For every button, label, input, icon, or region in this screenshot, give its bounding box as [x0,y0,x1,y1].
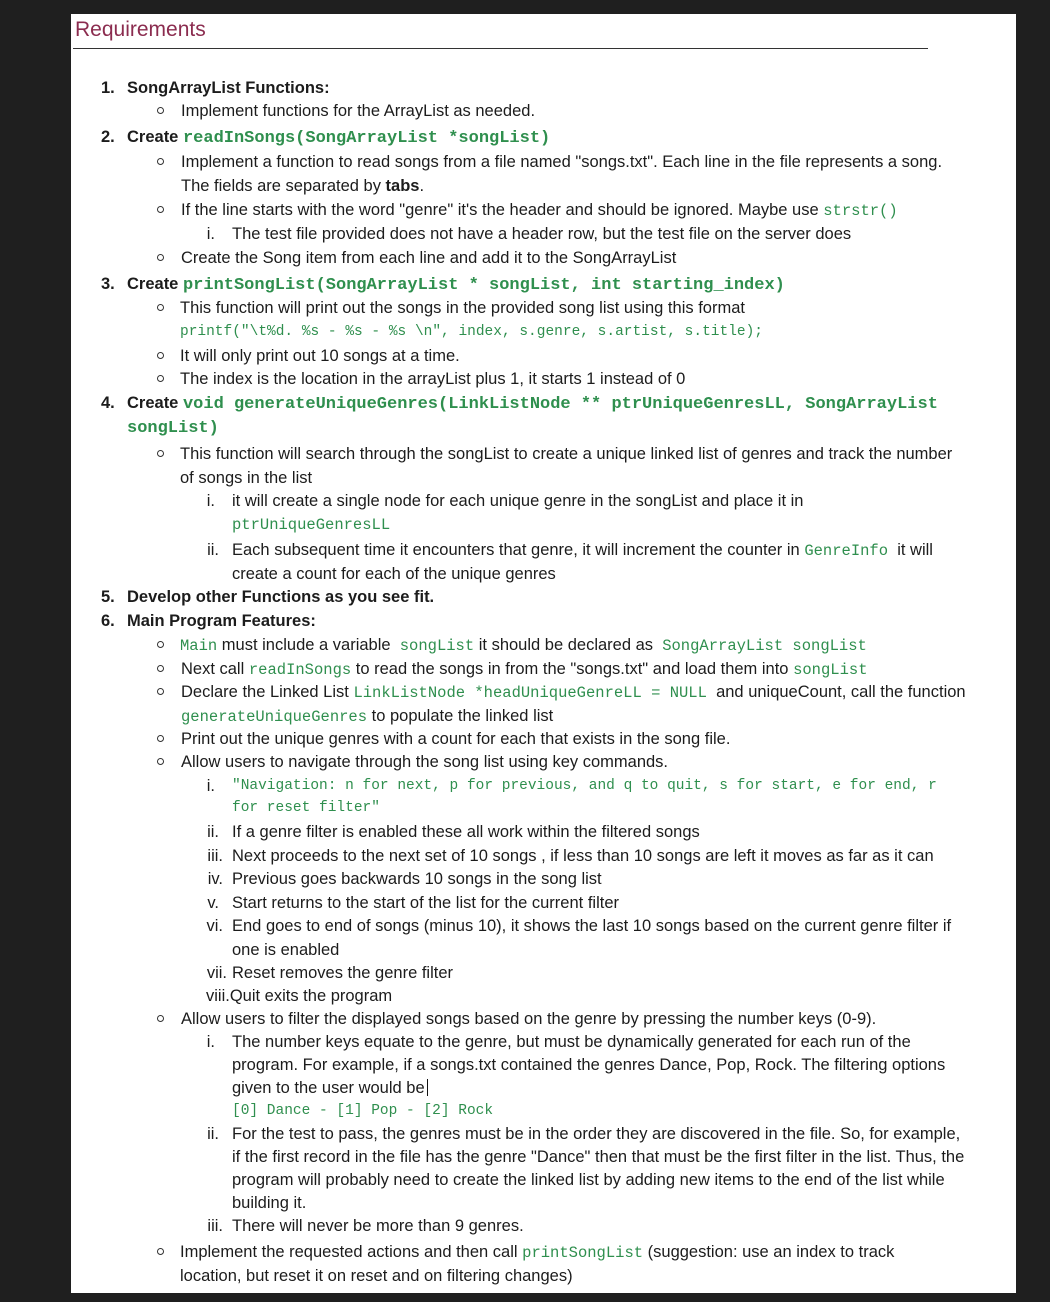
sub-item: Next proceeds to the next set of 10 songs , if less than 10 songs are left it moves as far as it can [232,847,934,865]
bullet-icon [157,107,164,114]
sub-item-continued: program. For example, if a songs.txt contained the genres Dance, Pop, Rock. The filtering options [232,1056,946,1074]
sub-item-continued: program will probably need to create the linked list by adding new items to the end of the list while [232,1171,945,1189]
bullet-icon [157,352,164,359]
list-item: Declare the Linked List LinkListNode *headUniqueGenreLL = NULL and uniqueCount, call the function [181,683,966,702]
roman-numeral: iii. [207,847,223,865]
bullet-icon [157,641,164,648]
sub-item: If a genre filter is enabled these all work within the filtered songs [232,823,700,841]
sub-item: Previous goes backwards 10 songs in the song list [232,870,602,888]
roman-numeral: vi. [206,917,223,935]
sub-item-continued: one is enabled [232,941,340,959]
title-divider [73,48,928,49]
list-item: If the line starts with the word "genre" it's the header and should be ignored. Maybe use strstr() [181,201,898,220]
item-number: 6. [101,612,115,630]
list-item-continued: generateUniqueGenres to populate the linked list [181,707,554,726]
bullet-icon [157,304,164,311]
list-item: This function will search through the songList to create a unique linked list of genres and track the number [180,445,953,463]
sub-item: viii.Quit exits the program [206,987,393,1005]
bullet-icon [157,375,164,382]
code-signature: void generateUniqueGenres(LinkListNode ** ptrUniqueGenresLL, SongArrayList [182,395,938,414]
code-signature: readInSongs(SongArrayList *songList) [182,129,551,148]
list-item: Implement a function to read songs from a file named "songs.txt". Each line in the file represents a song. [181,153,943,171]
item-number: 3. [101,275,115,293]
roman-numeral: vii. [206,964,227,982]
roman-numeral: i. [206,777,215,795]
list-item: Allow users to filter the displayed songs based on the genre by pressing the number keys (0-9). [181,1010,877,1028]
sub-item-continued: if the first record in the file has the genre "Dance" then that must be the first filter in the list. Thus, the [232,1148,965,1166]
section-heading: Main Program Features: [127,612,316,630]
bullet-icon [157,254,164,261]
item-number: 5. [101,588,115,606]
bullet-icon [157,1015,164,1022]
item-number: 1. [101,79,115,97]
create-label: Create [127,128,179,146]
bullet-icon [157,665,164,672]
document-page [71,14,1016,1293]
sub-item: For the test to pass, the genres must be in the order they are discovered in the file. So, for example, [232,1125,961,1143]
section-heading: Create void generateUniqueGenres(LinkListNode ** ptrUniqueGenresLL, SongArrayList [127,394,938,414]
list-item: Create the Song item from each line and add it to the SongArrayList [181,249,677,267]
text-cursor [427,1079,428,1096]
list-item: Print out the unique genres with a count for each that exists in the song file. [181,730,731,748]
code-signature: printSongList(SongArrayList * songList, int starting_index) [182,276,785,295]
code-snippet: "Navigation: n for next, p for previous, and q to quit, s for start, e for end, r [232,778,937,794]
sub-item: End goes to end of songs (minus 10), it shows the last 10 songs based on the current genre filter if [232,917,952,935]
roman-numeral: ii. [207,823,219,841]
roman-numeral: i. [206,1033,215,1051]
sub-item: The test file provided does not have a header row, but the test file on the server does [232,225,852,243]
roman-numeral: ii. [207,1125,219,1143]
sub-item-continued: given to the user would be [232,1078,428,1098]
section-heading: Develop other Functions as you see fit. [127,588,435,606]
bullet-icon [157,158,164,165]
code-snippet: ptrUniqueGenresLL [232,516,391,534]
list-item: Main must include a variable songList it should be declared as SongArrayList songList [180,636,867,655]
bullet-icon [157,450,164,457]
list-item: The index is the location in the arrayList plus 1, it starts 1 instead of 0 [180,370,686,388]
bullet-icon [157,688,164,695]
bullet-icon [157,758,164,765]
page-title: Requirements [75,18,206,41]
code-snippet-continued: for reset filter" [232,800,380,816]
sub-item: it will create a single node for each unique genre in the songList and place it in [232,492,804,510]
item-number: 4. [101,394,115,412]
bullet-icon [157,1248,164,1255]
code-snippet: printf("\t%d. %s - %s - %s \n", index, s.genre, s.artist, s.title); [180,324,763,340]
section-heading [127,127,550,149]
list-item: Implement functions for the ArrayList as needed. [181,102,536,120]
roman-numeral: i. [206,492,215,510]
bullet-icon [157,735,164,742]
roman-numeral: iv. [207,870,223,888]
code-snippet: [0] Dance - [1] Pop - [2] Rock [232,1103,494,1119]
roman-numeral: ii. [207,541,219,559]
sub-item: Start returns to the start of the list for the current filter [232,894,619,912]
sub-item: Reset removes the genre filter [232,964,454,982]
item-number: 2. [101,128,115,146]
list-item: Implement the requested actions and then call printSongList (suggestion: use an index to track [180,1243,895,1262]
list-item: Allow users to navigate through the song list using key commands. [181,753,669,771]
sub-item-continued: create a count for each of the unique genres [232,565,556,583]
list-item-continued: of songs in the list [180,469,313,487]
list-item: Next call readInSongs to read the songs in from the "songs.txt" and load them into songList [181,660,868,679]
roman-numeral: i. [206,225,215,243]
list-item: This function will print out the songs in the provided song list using this format [180,299,745,317]
list-item-continued: location, but reset it on reset and on filtering changes) [180,1267,573,1285]
sub-item-continued: building it. [232,1194,307,1212]
section-heading: SongArrayList Functions: [127,79,330,97]
list-item-continued: The fields are separated by tabs. [181,177,425,195]
roman-numeral: iii. [207,1217,223,1235]
sub-item: There will never be more than 9 genres. [232,1217,524,1235]
code-signature-continued: songList) [127,419,219,438]
bullet-icon [157,206,164,213]
sub-item: Each subsequent time it encounters that genre, it will increment the counter in GenreInfo it will [232,541,933,560]
roman-numeral: v. [207,894,219,912]
section-heading: Create printSongList(SongArrayList * songList, int starting_index) [127,275,785,295]
sub-item: The number keys equate to the genre, but must be dynamically generated for each run of the [232,1033,911,1051]
list-item: It will only print out 10 songs at a time. [180,347,460,365]
